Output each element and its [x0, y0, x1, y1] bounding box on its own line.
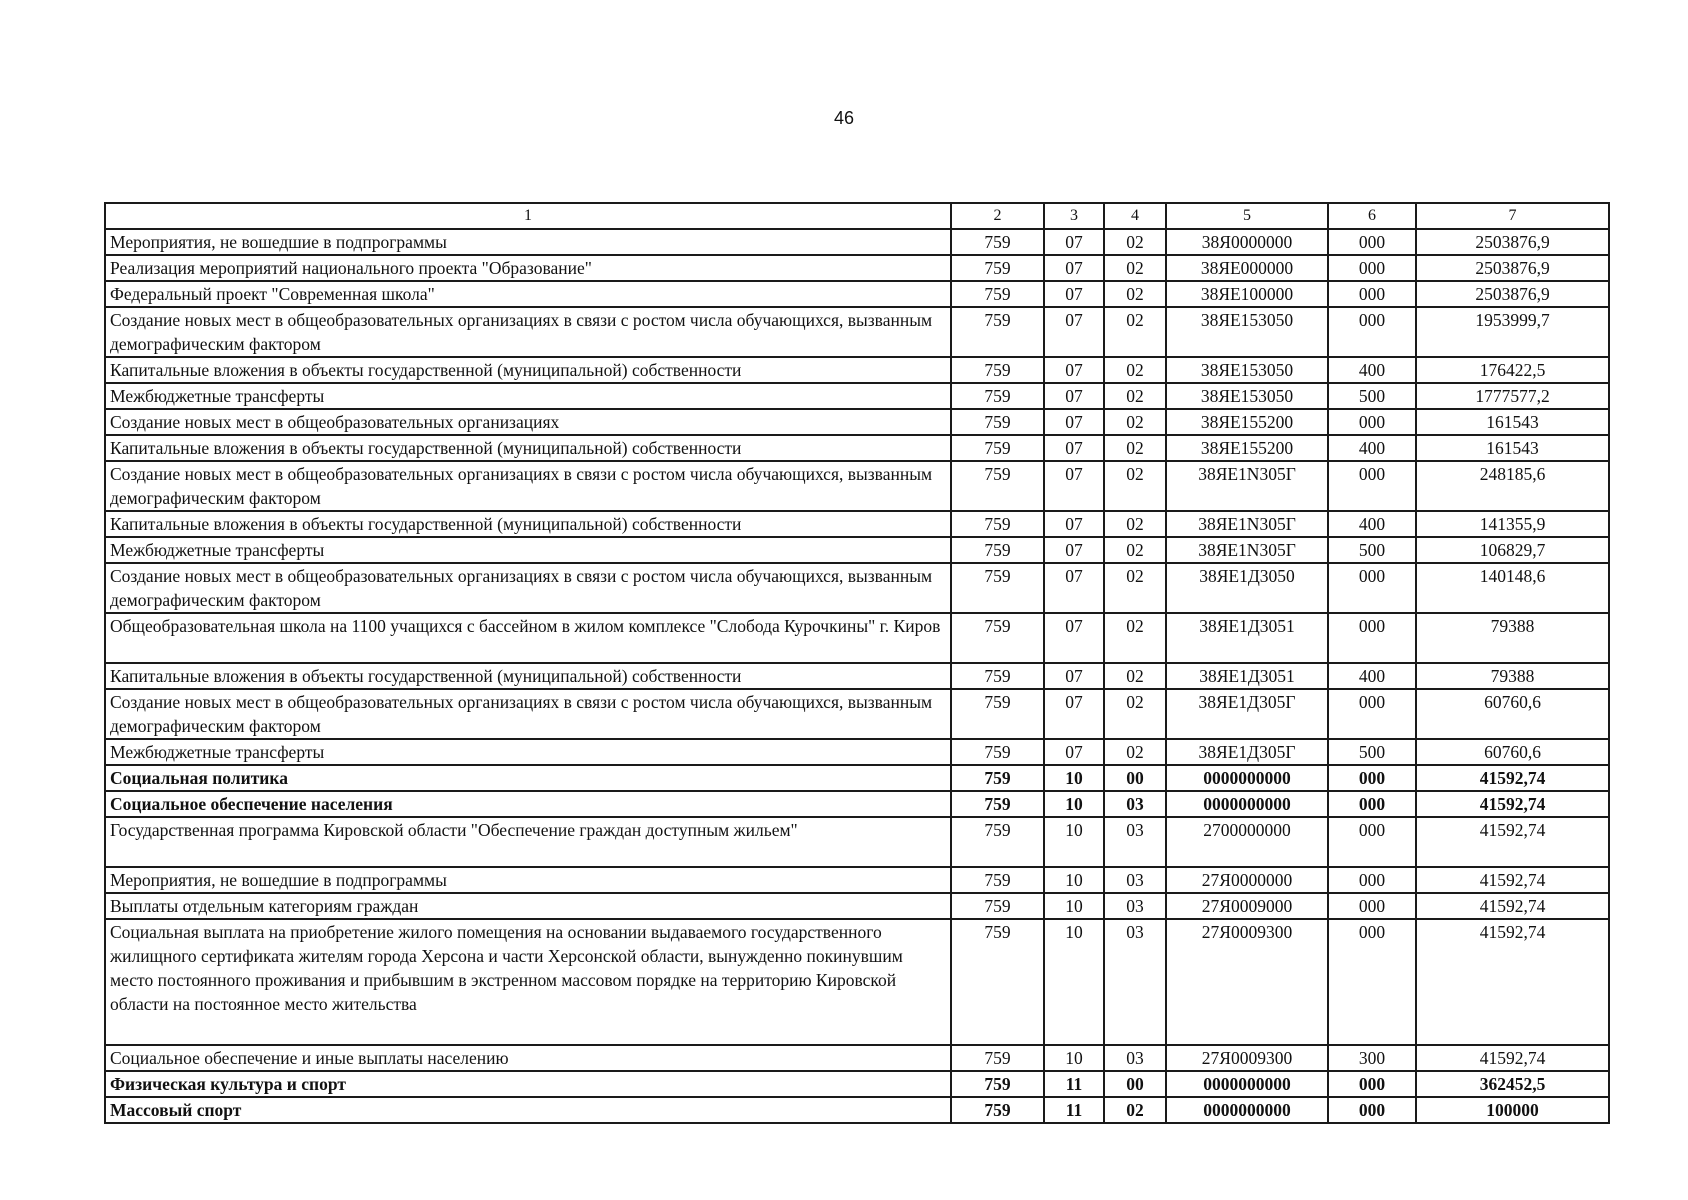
row-amount-cell: 100000 — [1416, 1097, 1609, 1123]
row-target-article-cell: 38ЯЕ155200 — [1166, 435, 1328, 461]
row-amount-cell: 41592,74 — [1416, 765, 1609, 791]
row-code-cell: 759 — [951, 663, 1044, 689]
row-name-cell: Массовый спорт — [105, 1097, 951, 1123]
row-expense-type-cell: 000 — [1328, 563, 1416, 613]
row-target-article-cell: 38ЯЕ153050 — [1166, 307, 1328, 357]
row-section-cell: 10 — [1044, 1045, 1104, 1071]
row-amount-cell: 60760,6 — [1416, 689, 1609, 739]
row-amount-cell: 41592,74 — [1416, 817, 1609, 867]
table-row — [105, 461, 1609, 511]
row-amount-cell: 106829,7 — [1416, 537, 1609, 563]
row-section-cell: 07 — [1044, 435, 1104, 461]
row-target-article-cell: 27Я0009300 — [1166, 919, 1328, 1045]
row-target-article-cell: 0000000000 — [1166, 791, 1328, 817]
row-subsection-cell: 03 — [1104, 817, 1166, 867]
row-section-cell: 07 — [1044, 255, 1104, 281]
row-name-cell: Межбюджетные трансферты — [105, 739, 951, 765]
row-target-article-cell: 27Я0009300 — [1166, 1045, 1328, 1071]
row-amount-cell: 141355,9 — [1416, 511, 1609, 537]
row-target-article-cell: 38ЯЕ1Д305Г — [1166, 689, 1328, 739]
row-expense-type-cell: 000 — [1328, 409, 1416, 435]
row-subsection-cell: 03 — [1104, 919, 1166, 1045]
row-section-cell: 07 — [1044, 307, 1104, 357]
row-section-cell: 07 — [1044, 537, 1104, 563]
row-code-cell: 759 — [951, 229, 1044, 255]
row-expense-type-cell: 000 — [1328, 307, 1416, 357]
row-amount-cell: 1953999,7 — [1416, 307, 1609, 357]
row-expense-type-cell: 000 — [1328, 1097, 1416, 1123]
row-section-cell: 07 — [1044, 563, 1104, 613]
row-amount-cell: 140148,6 — [1416, 563, 1609, 613]
row-subsection-cell: 03 — [1104, 893, 1166, 919]
row-expense-type-cell: 000 — [1328, 689, 1416, 739]
table-body — [105, 229, 1609, 1123]
row-target-article-cell: 38ЯЕ1Д3051 — [1166, 663, 1328, 689]
row-subsection-cell: 02 — [1104, 689, 1166, 739]
table-row — [105, 383, 1609, 409]
column-header-7: 7 — [1416, 203, 1609, 229]
table-row — [105, 613, 1609, 663]
row-section-cell: 07 — [1044, 663, 1104, 689]
row-code-cell: 759 — [951, 383, 1044, 409]
row-target-article-cell: 38Я0000000 — [1166, 229, 1328, 255]
table-row — [105, 663, 1609, 689]
column-header-4: 4 — [1104, 203, 1166, 229]
table-row — [105, 765, 1609, 791]
table-row — [105, 867, 1609, 893]
row-amount-cell: 248185,6 — [1416, 461, 1609, 511]
header-row — [105, 203, 1609, 229]
row-section-cell: 10 — [1044, 765, 1104, 791]
row-name-cell: Межбюджетные трансферты — [105, 537, 951, 563]
row-expense-type-cell: 400 — [1328, 511, 1416, 537]
row-section-cell: 11 — [1044, 1097, 1104, 1123]
row-name-cell: Реализация мероприятий национального проекта "Образование" — [105, 255, 951, 281]
row-expense-type-cell: 000 — [1328, 1071, 1416, 1097]
row-name-cell: Государственная программа Кировской области "Обеспечение граждан доступным жильем" — [105, 817, 951, 867]
row-section-cell: 07 — [1044, 689, 1104, 739]
row-section-cell: 07 — [1044, 357, 1104, 383]
table-row — [105, 563, 1609, 613]
row-subsection-cell: 02 — [1104, 613, 1166, 663]
row-section-cell: 10 — [1044, 919, 1104, 1045]
row-target-article-cell: 38ЯЕ1N305Г — [1166, 537, 1328, 563]
row-amount-cell: 41592,74 — [1416, 919, 1609, 1045]
row-amount-cell: 41592,74 — [1416, 867, 1609, 893]
row-name-cell: Капитальные вложения в объекты государственной (муниципальной) собственности — [105, 663, 951, 689]
row-name-cell: Мероприятия, не вошедшие в подпрограммы — [105, 867, 951, 893]
row-section-cell: 07 — [1044, 613, 1104, 663]
row-expense-type-cell: 500 — [1328, 383, 1416, 409]
row-subsection-cell: 02 — [1104, 461, 1166, 511]
row-name-cell: Создание новых мест в общеобразовательных организациях в связи с ростом числа обучающихся, вызванным демографическим фактором — [105, 461, 951, 511]
row-code-cell: 759 — [951, 817, 1044, 867]
row-amount-cell: 60760,6 — [1416, 739, 1609, 765]
row-subsection-cell: 02 — [1104, 255, 1166, 281]
table-row — [105, 229, 1609, 255]
row-name-cell: Федеральный проект "Современная школа" — [105, 281, 951, 307]
row-name-cell: Выплаты отдельным категориям граждан — [105, 893, 951, 919]
row-code-cell: 759 — [951, 739, 1044, 765]
row-target-article-cell: 27Я0009000 — [1166, 893, 1328, 919]
row-code-cell: 759 — [951, 689, 1044, 739]
row-section-cell: 07 — [1044, 739, 1104, 765]
row-subsection-cell: 02 — [1104, 281, 1166, 307]
row-section-cell: 10 — [1044, 893, 1104, 919]
row-section-cell: 10 — [1044, 867, 1104, 893]
row-expense-type-cell: 000 — [1328, 229, 1416, 255]
row-amount-cell: 41592,74 — [1416, 1045, 1609, 1071]
table-row — [105, 511, 1609, 537]
row-subsection-cell: 02 — [1104, 663, 1166, 689]
row-target-article-cell: 38ЯЕ000000 — [1166, 255, 1328, 281]
row-amount-cell: 1777577,2 — [1416, 383, 1609, 409]
row-subsection-cell: 02 — [1104, 1097, 1166, 1123]
column-header-2: 2 — [951, 203, 1044, 229]
row-target-article-cell: 0000000000 — [1166, 1071, 1328, 1097]
row-code-cell: 759 — [951, 919, 1044, 1045]
table-row — [105, 537, 1609, 563]
page-number: 46 — [833, 108, 855, 128]
row-target-article-cell: 0000000000 — [1166, 765, 1328, 791]
row-name-cell: Создание новых мест в общеобразовательных организациях в связи с ростом числа обучающихся, вызванным демографическим фактором — [105, 689, 951, 739]
row-amount-cell: 161543 — [1416, 435, 1609, 461]
table-row — [105, 281, 1609, 307]
row-code-cell: 759 — [951, 1045, 1044, 1071]
row-target-article-cell: 2700000000 — [1166, 817, 1328, 867]
row-name-cell: Капитальные вложения в объекты государственной (муниципальной) собственности — [105, 511, 951, 537]
row-subsection-cell: 00 — [1104, 765, 1166, 791]
row-code-cell: 759 — [951, 461, 1044, 511]
row-subsection-cell: 02 — [1104, 307, 1166, 357]
row-expense-type-cell: 400 — [1328, 357, 1416, 383]
row-code-cell: 759 — [951, 255, 1044, 281]
row-code-cell: 759 — [951, 867, 1044, 893]
row-amount-cell: 41592,74 — [1416, 893, 1609, 919]
row-expense-type-cell: 000 — [1328, 867, 1416, 893]
row-subsection-cell: 00 — [1104, 1071, 1166, 1097]
row-code-cell: 759 — [951, 357, 1044, 383]
row-subsection-cell: 02 — [1104, 383, 1166, 409]
row-code-cell: 759 — [951, 765, 1044, 791]
table-row — [105, 817, 1609, 867]
row-subsection-cell: 02 — [1104, 229, 1166, 255]
row-expense-type-cell: 000 — [1328, 817, 1416, 867]
row-expense-type-cell: 000 — [1328, 281, 1416, 307]
table-row — [105, 255, 1609, 281]
row-target-article-cell: 38ЯЕ1N305Г — [1166, 511, 1328, 537]
row-code-cell: 759 — [951, 281, 1044, 307]
row-code-cell: 759 — [951, 435, 1044, 461]
row-code-cell: 759 — [951, 791, 1044, 817]
row-expense-type-cell: 000 — [1328, 765, 1416, 791]
row-subsection-cell: 03 — [1104, 791, 1166, 817]
row-section-cell: 07 — [1044, 511, 1104, 537]
row-subsection-cell: 02 — [1104, 537, 1166, 563]
row-name-cell: Межбюджетные трансферты — [105, 383, 951, 409]
row-name-cell: Физическая культура и спорт — [105, 1071, 951, 1097]
row-section-cell: 07 — [1044, 383, 1104, 409]
row-subsection-cell: 03 — [1104, 867, 1166, 893]
table-row — [105, 791, 1609, 817]
row-target-article-cell: 38ЯЕ153050 — [1166, 383, 1328, 409]
row-code-cell: 759 — [951, 563, 1044, 613]
row-target-article-cell: 38ЯЕ153050 — [1166, 357, 1328, 383]
column-header-6: 6 — [1328, 203, 1416, 229]
row-name-cell: Создание новых мест в общеобразовательных организациях в связи с ростом числа обучающихся, вызванным демографическим фактором — [105, 563, 951, 613]
table-row — [105, 435, 1609, 461]
row-target-article-cell: 0000000000 — [1166, 1097, 1328, 1123]
row-amount-cell: 41592,74 — [1416, 791, 1609, 817]
row-code-cell: 759 — [951, 613, 1044, 663]
row-name-cell: Капитальные вложения в объекты государственной (муниципальной) собственности — [105, 435, 951, 461]
row-name-cell: Капитальные вложения в объекты государственной (муниципальной) собственности — [105, 357, 951, 383]
row-code-cell: 759 — [951, 1071, 1044, 1097]
row-expense-type-cell: 000 — [1328, 255, 1416, 281]
table-row — [105, 689, 1609, 739]
row-section-cell: 07 — [1044, 461, 1104, 511]
row-expense-type-cell: 300 — [1328, 1045, 1416, 1071]
row-subsection-cell: 02 — [1104, 357, 1166, 383]
row-amount-cell: 2503876,9 — [1416, 281, 1609, 307]
row-section-cell: 07 — [1044, 229, 1104, 255]
row-expense-type-cell: 000 — [1328, 461, 1416, 511]
column-header-5: 5 — [1166, 203, 1328, 229]
table-row — [105, 893, 1609, 919]
row-code-cell: 759 — [951, 409, 1044, 435]
row-target-article-cell: 38ЯЕ100000 — [1166, 281, 1328, 307]
table-row — [105, 1071, 1609, 1097]
column-header-3: 3 — [1044, 203, 1104, 229]
row-expense-type-cell: 000 — [1328, 613, 1416, 663]
row-subsection-cell: 02 — [1104, 409, 1166, 435]
row-expense-type-cell: 000 — [1328, 893, 1416, 919]
row-subsection-cell: 02 — [1104, 563, 1166, 613]
row-name-cell: Создание новых мест в общеобразовательных организациях в связи с ростом числа обучающихся, вызванным демографическим фактором — [105, 307, 951, 357]
row-name-cell: Общеобразовательная школа на 1100 учащихся с бассейном в жилом комплексе "Слобода Курочкины" г. Киров — [105, 613, 951, 663]
table-row — [105, 1097, 1609, 1123]
row-expense-type-cell: 500 — [1328, 537, 1416, 563]
row-amount-cell: 176422,5 — [1416, 357, 1609, 383]
row-name-cell: Социальная выплата на приобретение жилого помещения на основании выдаваемого государственного жилищного сертификата жителям города Херсона и части Херсонской области, вынужденно покинувшим место постоянного проживания и прибывшим в экстренном массовом порядке на территорию Кировской области на постоянное место жительства — [105, 919, 951, 1045]
row-subsection-cell: 02 — [1104, 435, 1166, 461]
row-target-article-cell: 27Я0000000 — [1166, 867, 1328, 893]
row-amount-cell: 2503876,9 — [1416, 229, 1609, 255]
table-row — [105, 307, 1609, 357]
table-row — [105, 739, 1609, 765]
row-target-article-cell: 38ЯЕ155200 — [1166, 409, 1328, 435]
row-expense-type-cell: 500 — [1328, 739, 1416, 765]
row-section-cell: 10 — [1044, 817, 1104, 867]
row-expense-type-cell: 400 — [1328, 435, 1416, 461]
table-row — [105, 357, 1609, 383]
row-name-cell: Социальная политика — [105, 765, 951, 791]
row-code-cell: 759 — [951, 1097, 1044, 1123]
row-section-cell: 07 — [1044, 281, 1104, 307]
row-amount-cell: 362452,5 — [1416, 1071, 1609, 1097]
row-target-article-cell: 38ЯЕ1Д305Г — [1166, 739, 1328, 765]
row-amount-cell: 161543 — [1416, 409, 1609, 435]
row-code-cell: 759 — [951, 893, 1044, 919]
row-target-article-cell: 38ЯЕ1Д3051 — [1166, 613, 1328, 663]
table-row — [105, 919, 1609, 1045]
budget-table — [104, 202, 1610, 1124]
row-amount-cell: 79388 — [1416, 613, 1609, 663]
row-target-article-cell: 38ЯЕ1Д3050 — [1166, 563, 1328, 613]
row-name-cell: Социальное обеспечение населения — [105, 791, 951, 817]
row-expense-type-cell: 000 — [1328, 791, 1416, 817]
row-section-cell: 10 — [1044, 791, 1104, 817]
row-expense-type-cell: 400 — [1328, 663, 1416, 689]
row-code-cell: 759 — [951, 307, 1044, 357]
row-subsection-cell: 03 — [1104, 1045, 1166, 1071]
row-subsection-cell: 02 — [1104, 511, 1166, 537]
row-target-article-cell: 38ЯЕ1N305Г — [1166, 461, 1328, 511]
table-row — [105, 1045, 1609, 1071]
row-section-cell: 07 — [1044, 409, 1104, 435]
row-amount-cell: 79388 — [1416, 663, 1609, 689]
row-section-cell: 11 — [1044, 1071, 1104, 1097]
row-code-cell: 759 — [951, 511, 1044, 537]
table-row — [105, 409, 1609, 435]
column-header-1: 1 — [105, 203, 951, 229]
row-expense-type-cell: 000 — [1328, 919, 1416, 1045]
row-name-cell: Создание новых мест в общеобразовательных организациях — [105, 409, 951, 435]
row-amount-cell: 2503876,9 — [1416, 255, 1609, 281]
row-name-cell: Социальное обеспечение и иные выплаты населению — [105, 1045, 951, 1071]
row-subsection-cell: 02 — [1104, 739, 1166, 765]
row-name-cell: Мероприятия, не вошедшие в подпрограммы — [105, 229, 951, 255]
row-code-cell: 759 — [951, 537, 1044, 563]
